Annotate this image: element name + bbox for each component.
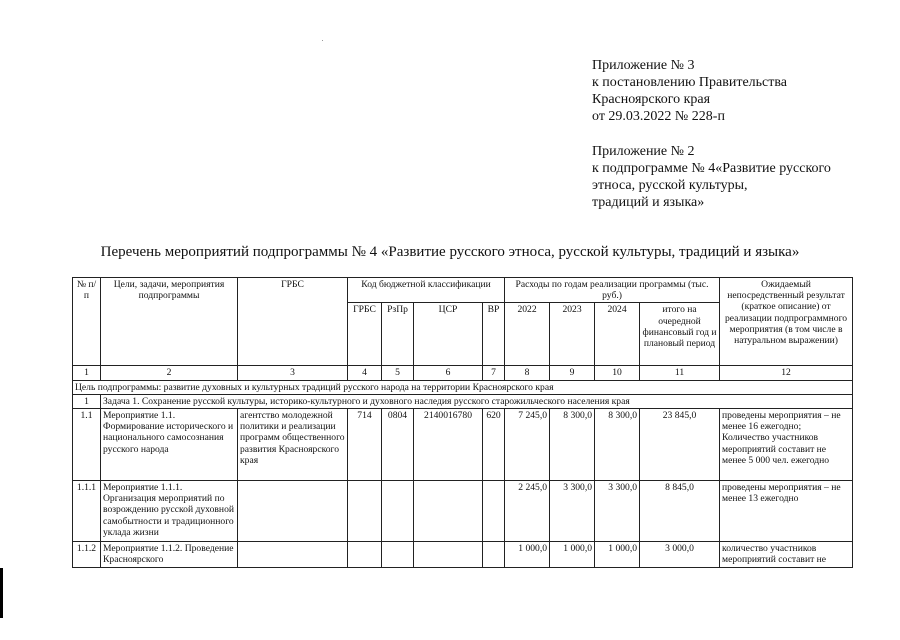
header-sub-grbs: ГРБС [348,303,382,366]
row-2022: 1 000,0 [505,542,550,568]
row-num: 1.1.2 [73,542,101,568]
header-2024: 2024 [595,303,640,366]
row-rzpr: 0804 [382,409,414,481]
activities-table [72,277,853,568]
appendix-3-line: Приложение № 3 [592,58,695,73]
header-sub-csr: ЦСР [414,303,483,366]
header-expenses: Расходы по годам реализации программы (тыс. руб.) [505,278,720,303]
appendix-2-block [592,143,831,211]
appendix-2-line: этноса, русской культуры, [592,178,748,193]
column-number: 8 [505,366,550,380]
column-number: 5 [382,366,414,380]
table-row [73,481,853,542]
row-2023: 3 300,0 [550,481,595,542]
row-result: проведены мероприятия – не менее 13 ежегодно [720,481,853,542]
row-vr: 620 [483,409,505,481]
row-csr: 2140016780 [414,409,483,481]
column-number: 9 [550,366,595,380]
row-grbs-name: агентство молодежной политики и реализации программ общественного развития Красноярского края [238,409,348,481]
header-row [73,278,853,303]
row-name: Мероприятие 1.1. Формирование исторического и национального самосознания русского народа [101,409,238,481]
appendix-3-line: к постановлению Правительства [592,75,788,90]
header-sub-rzpr: РзПр [382,303,414,366]
row-total: 8 845,0 [640,481,720,542]
appendix-3-line: Красноярского края [592,92,711,107]
table-row [73,542,853,568]
row-total: 3 000,0 [640,542,720,568]
row-result: количество участников мероприятий составит не [720,542,853,568]
goal-text: Цель подпрограммы: развитие духовных и культурных традиций русского народа на территории Красноярского края [73,380,853,394]
row-2022: 7 245,0 [505,409,550,481]
row-num: 1.1.1 [73,481,101,542]
row-2024: 1 000,0 [595,542,640,568]
header-2022: 2022 [505,303,550,366]
header-grbs: ГРБС [238,278,348,366]
header-sub-vr: ВР [483,303,505,366]
document-title: Перечень мероприятий подпрограммы № 4 «Развитие русского этноса, русской культуры, традиций и языка» [100,244,800,260]
header-budget-code: Код бюджетной классификации [348,278,505,303]
table-row [73,409,853,481]
appendix-3-line: от 29.03.2022 № 228-п [592,109,725,124]
row-2024: 3 300,0 [595,481,640,542]
row-total: 23 845,0 [640,409,720,481]
row-grbs: 714 [348,409,382,481]
appendix-2-line: традиций и языка» [592,195,705,210]
row-vr [483,481,505,542]
column-number: 7 [483,366,505,380]
appendix-3-block [592,57,787,125]
row-grbs [348,542,382,568]
task-text: Задача 1. Сохранение русской культуры, историко-культурного и духовного наследия русского старожильческого населения края [101,394,853,408]
task-row [73,394,853,408]
column-number: 12 [720,366,853,380]
row-2023: 8 300,0 [550,409,595,481]
column-number: 3 [238,366,348,380]
header-2023: 2023 [550,303,595,366]
row-rzpr [382,481,414,542]
column-number: 10 [595,366,640,380]
row-grbs-name [238,542,348,568]
appendix-2-line: Приложение № 2 [592,144,695,159]
column-number: 11 [640,366,720,380]
row-name: Мероприятие 1.1.1. Организация мероприятий по возрождению русской духовной самобытности и традиционного уклада жизни [101,481,238,542]
row-num: 1.1 [73,409,101,481]
goal-row [73,380,853,394]
row-csr [414,542,483,568]
scan-edge-mark [0,568,3,618]
row-grbs-name [238,481,348,542]
header-result: Ожидаемый непосредственный результат (краткое описание) от реализации подпрограммного мероприятия (в том числе в натуральном выражении) [720,278,853,366]
column-number: 1 [73,366,101,380]
column-numbers-row [73,366,853,380]
column-number: 2 [101,366,238,380]
header-total: итого на очередной финансовый год и плановый период [640,303,720,366]
row-vr [483,542,505,568]
row-rzpr [382,542,414,568]
task-num: 1 [73,394,101,408]
row-2024: 8 300,0 [595,409,640,481]
row-2023: 1 000,0 [550,542,595,568]
scan-speck [322,40,323,41]
row-result: проведены мероприятия – не менее 16 ежегодно; Количество участников мероприятий составит не менее 5 000 чел. ежегодно [720,409,853,481]
header-goals: Цели, задачи, мероприятия подпрограммы [101,278,238,366]
row-2022: 2 245,0 [505,481,550,542]
header-num: № п/п [73,278,101,366]
column-number: 4 [348,366,382,380]
appendix-2-line: к подпрограмме № 4«Развитие русского [592,161,831,176]
row-csr [414,481,483,542]
column-number: 6 [414,366,483,380]
row-grbs [348,481,382,542]
row-name: Мероприятие 1.1.2. Проведение Красноярского [101,542,238,568]
